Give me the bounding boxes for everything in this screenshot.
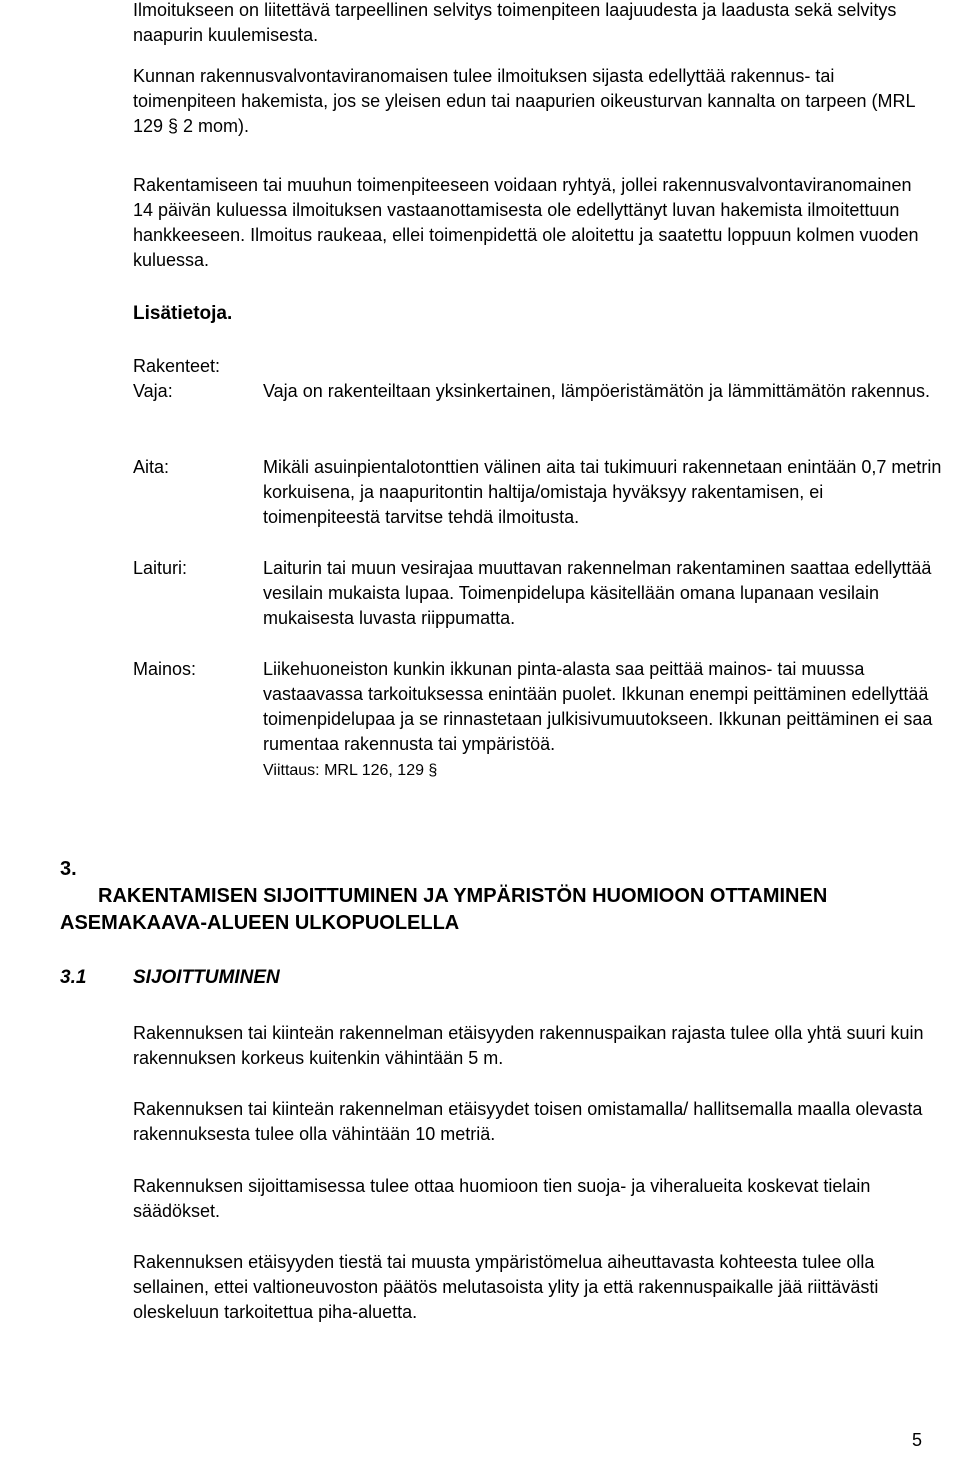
- desc-mainos: [263, 657, 943, 783]
- placement-paragraph-3: Rakennuksen sijoittamisessa tulee ottaa huomioon tien suoja- ja viheralueita koskevat tielain säädökset.: [133, 1176, 871, 1221]
- paragraph-permit-requirement: Kunnan rakennusvalvontaviranomaisen tulee ilmoituksen sijasta edellyttää rakennus- tai toimenpiteen hakemista, jos se yleisen edun tai naapurien oikeusturvan kannalta on tarpeen (MRL 129 § 2 mom).: [133, 66, 915, 136]
- structures-heading: Rakenteet:: [133, 356, 221, 376]
- section-3-1-title: SIJOITTUMINEN: [133, 967, 280, 988]
- desc-laituri: Laiturin tai muun vesirajaa muuttavan rakennelman rakentaminen saattaa edellyttää vesilain mukaista lupaa. Toimenpidelupa käsitellään omana lupanaan vesilain mukaisesta luvasta riippumatta.: [263, 558, 932, 628]
- term-mainos: Mainos:: [133, 659, 197, 679]
- paragraph-attachment-requirement: Ilmoitukseen on liitettävä tarpeellinen selvitys toimenpiteen laajuudesta ja laadusta sekä selvitys naapurin kuulemisesta.: [133, 0, 897, 45]
- section-3-number: 3.: [60, 858, 77, 880]
- section-3-heading: [60, 856, 940, 937]
- term-laituri: Laituri:: [133, 558, 188, 578]
- desc-vaja: Vaja on rakenteiltaan yksinkertainen, lämpöeristämätön ja lämmittämätön rakennus.: [263, 381, 931, 401]
- term-aita: Aita:: [133, 457, 170, 477]
- section-3-title: RAKENTAMISEN SIJOITTUMINEN JA YMPÄRISTÖN HUOMIOON OTTAMINEN ASEMAKAAVA-ALUEEN ULKOPUOLELLA: [60, 885, 828, 934]
- desc-aita: Mikäli asuinpientalotonttien välinen aita tai tukimuuri rakennetaan enintään 0,7 metrin korkuisena, ja naapuritontin haltija/omistaja hyväksyy rakentamisen, ei toimenpiteestä tarvitse tehdä ilmoitusta.: [263, 457, 942, 527]
- reference-text: Viittaus: MRL 126, 129 §: [263, 762, 438, 779]
- placement-paragraph-1: Rakennuksen tai kiinteän rakennelman etäisyyden rakennuspaikan rajasta tulee olla yhtä suuri kuin rakennuksen korkeus kuitenkin vähintään 5 m.: [133, 1023, 924, 1068]
- placement-paragraph-4: Rakennuksen etäisyyden tiestä tai muusta ympäristömelua aiheuttavasta kohteesta tulee olla sellainen, ettei valtioneuvoston päätös melutasoista ylity ja että rakennuspaikalle jää riittävästi oleskeluun tarkoitettua piha-aluetta.: [133, 1252, 879, 1322]
- page-number: 5: [912, 1430, 923, 1450]
- desc-mainos-text: Liikehuoneiston kunkin ikkunan pinta-alasta saa peittää mainos- tai muussa vastaavassa tarkoituksessa enintään puolet. Ikkunan enempi peittäminen edellyttää toimenpidelupaa ja se rinnastetaan julkisivumuutokseen. Ikkunan peittäminen ei saa rumentaa rakennusta tai ympäristöä.: [263, 659, 933, 754]
- section-3-1-number: 3.1: [60, 967, 87, 988]
- paragraph-start-conditions: Rakentamiseen tai muuhun toimenpiteeseen voidaan ryhtyä, jollei rakennusvalvontaviranomainen 14 päivän kuluessa ilmoituksen vastaanottamisesta ole edellyttänyt luvan hakemista ilmoitettuun hankkeeseen. Ilmoitus raukeaa, ellei toimenpidettä ole aloitettu ja saatettu loppuun kolmen vuoden kuluessa.: [133, 175, 919, 270]
- more-info-heading: Lisätietoja.: [133, 303, 233, 324]
- term-vaja: Vaja:: [133, 381, 173, 401]
- placement-paragraph-2: Rakennuksen tai kiinteän rakennelman etäisyydet toisen omistamalla/ hallitsemalla maalla olevasta rakennuksesta tulee olla vähintään 10 metriä.: [133, 1099, 923, 1144]
